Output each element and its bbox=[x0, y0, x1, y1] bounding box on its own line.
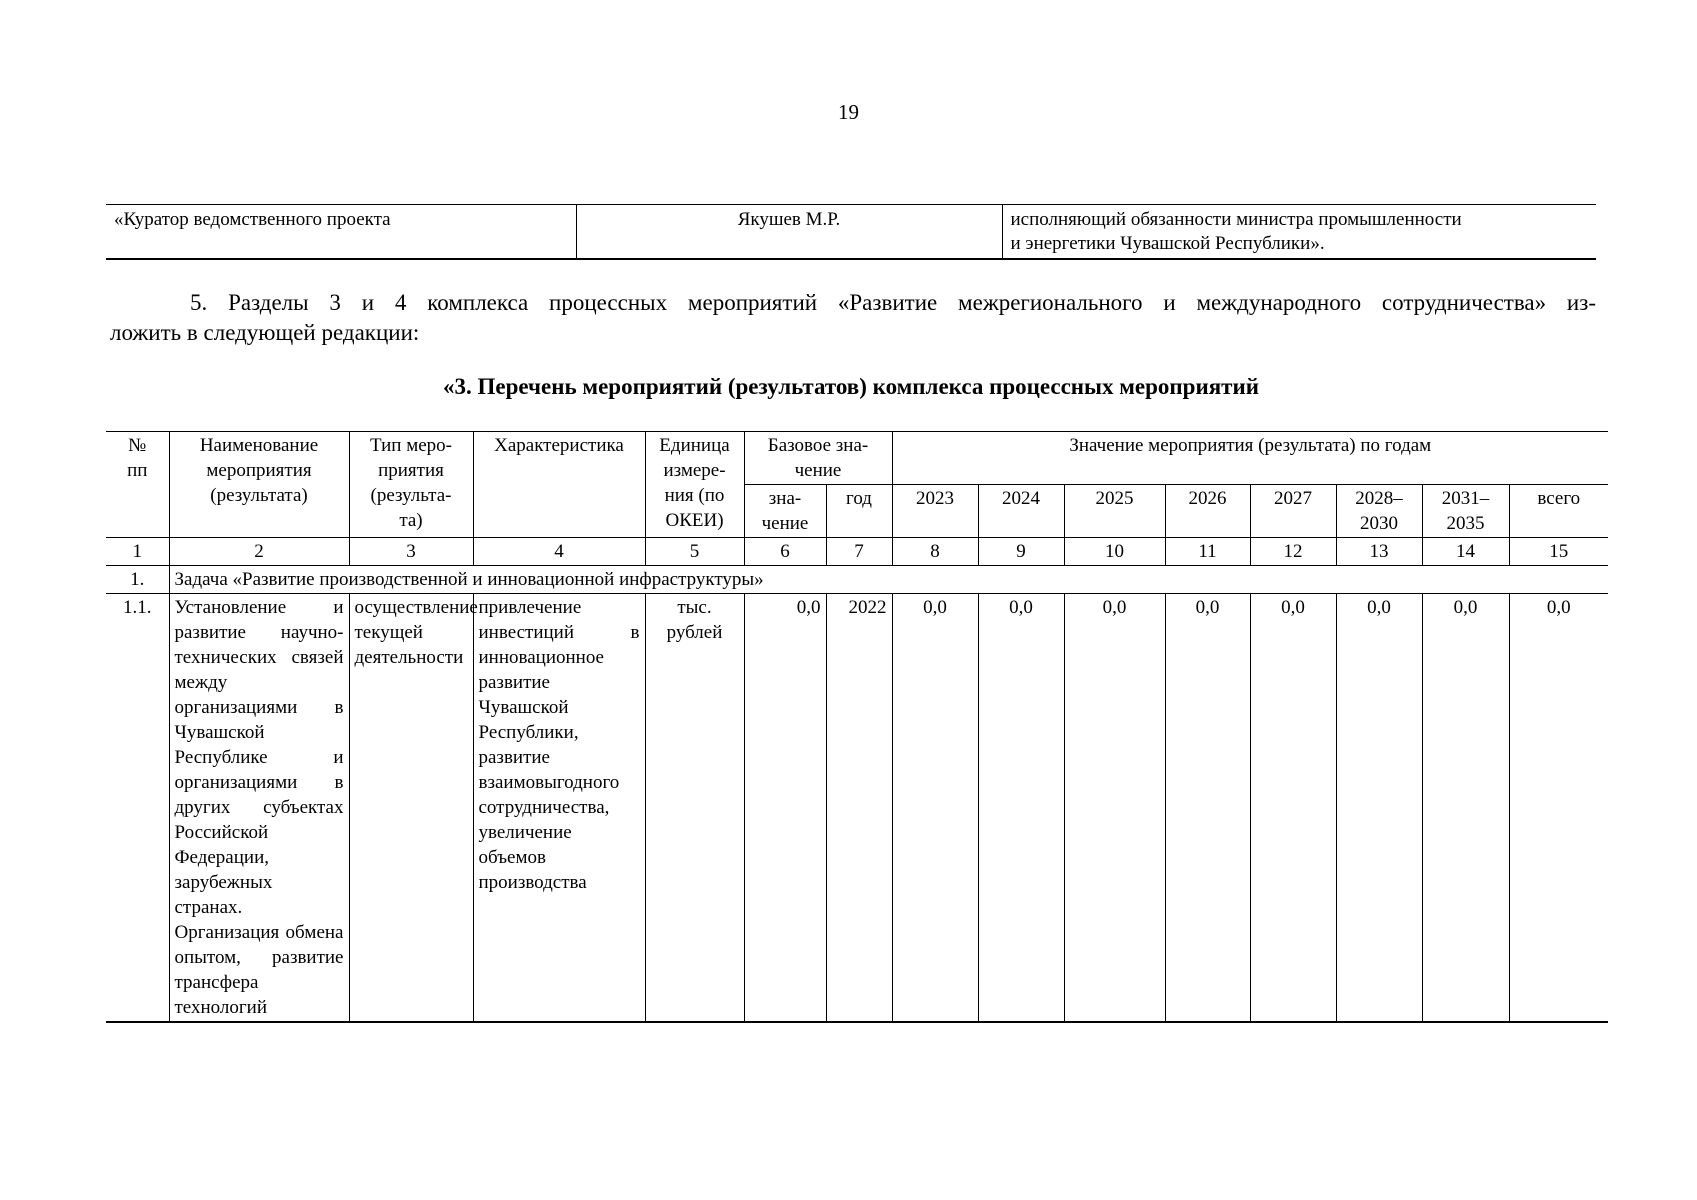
row-base-value: 0,0 bbox=[744, 594, 826, 1023]
column-number: 2 bbox=[169, 538, 349, 566]
header-name: Наименование мероприятия (результата) bbox=[169, 432, 349, 538]
column-number: 11 bbox=[1165, 538, 1250, 566]
column-number: 4 bbox=[473, 538, 645, 566]
header-year-2026: 2026 bbox=[1165, 485, 1250, 538]
header-type: Тип меро- приятия (результа- та) bbox=[349, 432, 473, 538]
column-number: 13 bbox=[1336, 538, 1422, 566]
row-value-2025: 0,0 bbox=[1064, 594, 1165, 1023]
row-value-2027: 0,0 bbox=[1250, 594, 1336, 1023]
row-characteristic: привлечение инвестиций в инновационное развитие Чувашской Республики, развитие взаимовыгодного сотрудничества, увеличение объемов производства bbox=[473, 594, 645, 1023]
column-number: 9 bbox=[978, 538, 1064, 566]
amendment-paragraph-line1: 5. Разделы 3 и 4 комплекса процессных мероприятий «Развитие межрегионального и международного сотрудничества» из- bbox=[190, 290, 1596, 315]
header-year-2024: 2024 bbox=[978, 485, 1064, 538]
amendment-paragraph-line2: ложить в следующей редакции: bbox=[110, 320, 420, 345]
row-type: осуществление текущей деятельности bbox=[349, 594, 473, 1023]
header-year-2027: 2027 bbox=[1250, 485, 1336, 538]
column-number: 15 bbox=[1509, 538, 1608, 566]
column-number: 14 bbox=[1422, 538, 1509, 566]
header-year-2025: 2025 bbox=[1064, 485, 1165, 538]
header-by-years: Значение мероприятия (результата) по годам bbox=[892, 432, 1608, 485]
row-value-2023: 0,0 bbox=[892, 594, 978, 1023]
table-row bbox=[106, 594, 1608, 1023]
column-number: 3 bbox=[349, 538, 473, 566]
row-num: 1.1. bbox=[106, 594, 169, 1023]
column-number: 12 bbox=[1250, 538, 1336, 566]
task-num: 1. bbox=[106, 566, 169, 594]
column-number: 1 bbox=[106, 538, 169, 566]
header-num: № пп bbox=[106, 432, 169, 538]
task-row bbox=[106, 566, 1608, 594]
column-numbers-row bbox=[106, 538, 1608, 566]
column-number: 10 bbox=[1064, 538, 1165, 566]
header-base-year: год bbox=[826, 485, 892, 538]
header-characteristic: Характеристика bbox=[473, 432, 645, 538]
header-unit: Единица измере- ния (по ОКЕИ) bbox=[645, 432, 744, 538]
column-number: 5 bbox=[645, 538, 744, 566]
row-value-2031-2035: 0,0 bbox=[1422, 594, 1509, 1023]
row-base-year: 2022 bbox=[826, 594, 892, 1023]
column-number: 6 bbox=[744, 538, 826, 566]
measures-table bbox=[106, 431, 1608, 1023]
column-number: 7 bbox=[826, 538, 892, 566]
header-total: всего bbox=[1509, 485, 1608, 538]
amendment-paragraph bbox=[110, 288, 1596, 348]
column-number: 8 bbox=[892, 538, 978, 566]
task-text: Задача «Развитие производственной и инновационной инфраструктуры» bbox=[169, 566, 1608, 594]
curator-label: «Куратор ведомственного проекта bbox=[106, 205, 576, 260]
row-value-total: 0,0 bbox=[1509, 594, 1608, 1023]
row-name: Установление и развитие научно-технических связей между организациями в Чувашской Республике и организациями в других субъектах Российской Федерации, зарубежных странах. Организация обмена опытом, развитие трансфера технологий bbox=[169, 594, 349, 1023]
row-unit: тыс. рублей bbox=[645, 594, 744, 1023]
header-year-2023: 2023 bbox=[892, 485, 978, 538]
curator-position-line1: исполняющий обязанности министра промышленности bbox=[1010, 209, 1462, 230]
row-value-2026: 0,0 bbox=[1165, 594, 1250, 1023]
header-base: Базовое зна- чение bbox=[744, 432, 892, 485]
row-value-2028-2030: 0,0 bbox=[1336, 594, 1422, 1023]
curator-position-line2: и энергетики Чувашской Республики». bbox=[1010, 233, 1325, 254]
page-number: 19 bbox=[838, 100, 859, 124]
row-value-2024: 0,0 bbox=[978, 594, 1064, 1023]
curator-name: Якушев М.Р. bbox=[576, 205, 1002, 260]
curator-table bbox=[106, 204, 1596, 260]
header-year-2028-2030: 2028– 2030 bbox=[1336, 485, 1422, 538]
curator-position bbox=[1002, 205, 1596, 260]
section-title: «3. Перечень мероприятий (результатов) комплекса процессных мероприятий bbox=[443, 374, 1259, 399]
header-base-value: зна- чение bbox=[744, 485, 826, 538]
header-year-2031-2035: 2031– 2035 bbox=[1422, 485, 1509, 538]
